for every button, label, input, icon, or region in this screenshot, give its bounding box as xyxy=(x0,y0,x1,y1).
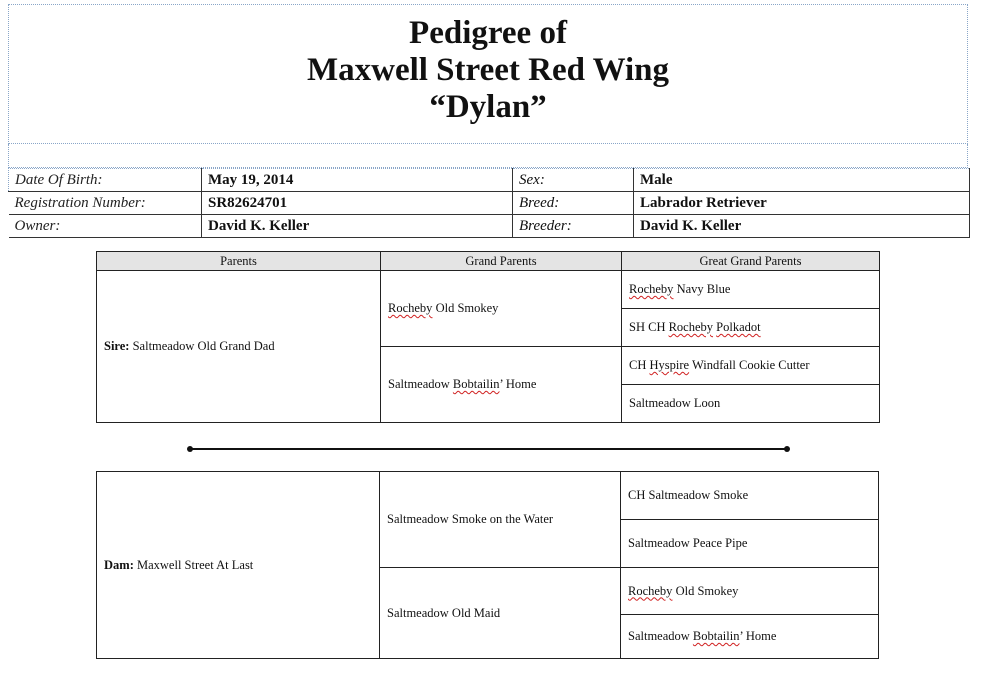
separator-dot-left xyxy=(187,446,193,452)
breeder-label: Breeder: xyxy=(513,215,634,238)
sire-ggp1: Rocheby Navy Blue xyxy=(622,271,880,309)
info-row-registration xyxy=(9,192,970,215)
registration-label: Registration Number: xyxy=(9,192,202,215)
dam-ggp3: Rocheby Old Smokey xyxy=(621,568,879,615)
dam-cell xyxy=(97,472,380,659)
dob-label: Date Of Birth: xyxy=(9,169,202,192)
dog-name: Maxwell Street Red Wing xyxy=(306,52,670,88)
title-block xyxy=(8,4,968,144)
breeder-value: David K. Keller xyxy=(634,215,970,238)
title-line-1: Pedigree of xyxy=(409,15,567,51)
sire-pedigree-table xyxy=(96,251,880,423)
dam-name: Maxwell Street At Last xyxy=(136,557,254,572)
sex-label: Sex: xyxy=(513,169,634,192)
separator-line xyxy=(190,448,787,450)
dam-label: Dam: xyxy=(104,557,134,572)
header-great-grand-parents: Great Grand Parents xyxy=(622,252,880,271)
dam-gp2: Saltmeadow Old Maid xyxy=(380,568,621,659)
sire-ggp3: CH Hyspire Windfall Cookie Cutter xyxy=(622,347,880,385)
dam-ggp2: Saltmeadow Peace Pipe xyxy=(621,520,879,568)
sire-ggp2: SH CH Rocheby Polkadot xyxy=(622,309,880,347)
dam-ggp4: Saltmeadow Bobtailin’ Home xyxy=(621,615,879,659)
header-parents: Parents xyxy=(97,252,381,271)
blank-row xyxy=(8,144,968,168)
sire-gp1: Rocheby Old Smokey xyxy=(381,271,622,347)
header-grand-parents: Grand Parents xyxy=(381,252,622,271)
dob-value: May 19, 2014 xyxy=(202,169,513,192)
sire-label: Sire: xyxy=(104,339,130,353)
info-row-dob xyxy=(9,169,970,192)
breed-label: Breed: xyxy=(513,192,634,215)
dam-ggp1: CH Saltmeadow Smoke xyxy=(621,472,879,520)
sire-name: Saltmeadow Old Grand Dad xyxy=(132,339,275,353)
sire-ggp4: Saltmeadow Loon xyxy=(622,385,880,423)
owner-value: David K. Keller xyxy=(202,215,513,238)
separator-dot-right xyxy=(784,446,790,452)
call-name: “Dylan” xyxy=(429,89,547,125)
dam-pedigree-table xyxy=(96,471,879,659)
registration-value: SR82624701 xyxy=(202,192,513,215)
sire-gp2: Saltmeadow Bobtailin’ Home xyxy=(381,347,622,423)
info-table xyxy=(8,168,970,238)
info-row-owner xyxy=(9,215,970,238)
dam-gp1: Saltmeadow Smoke on the Water xyxy=(380,472,621,568)
owner-label: Owner: xyxy=(9,215,202,238)
sex-value: Male xyxy=(634,169,970,192)
sire-cell xyxy=(97,271,381,423)
breed-value: Labrador Retriever xyxy=(634,192,970,215)
